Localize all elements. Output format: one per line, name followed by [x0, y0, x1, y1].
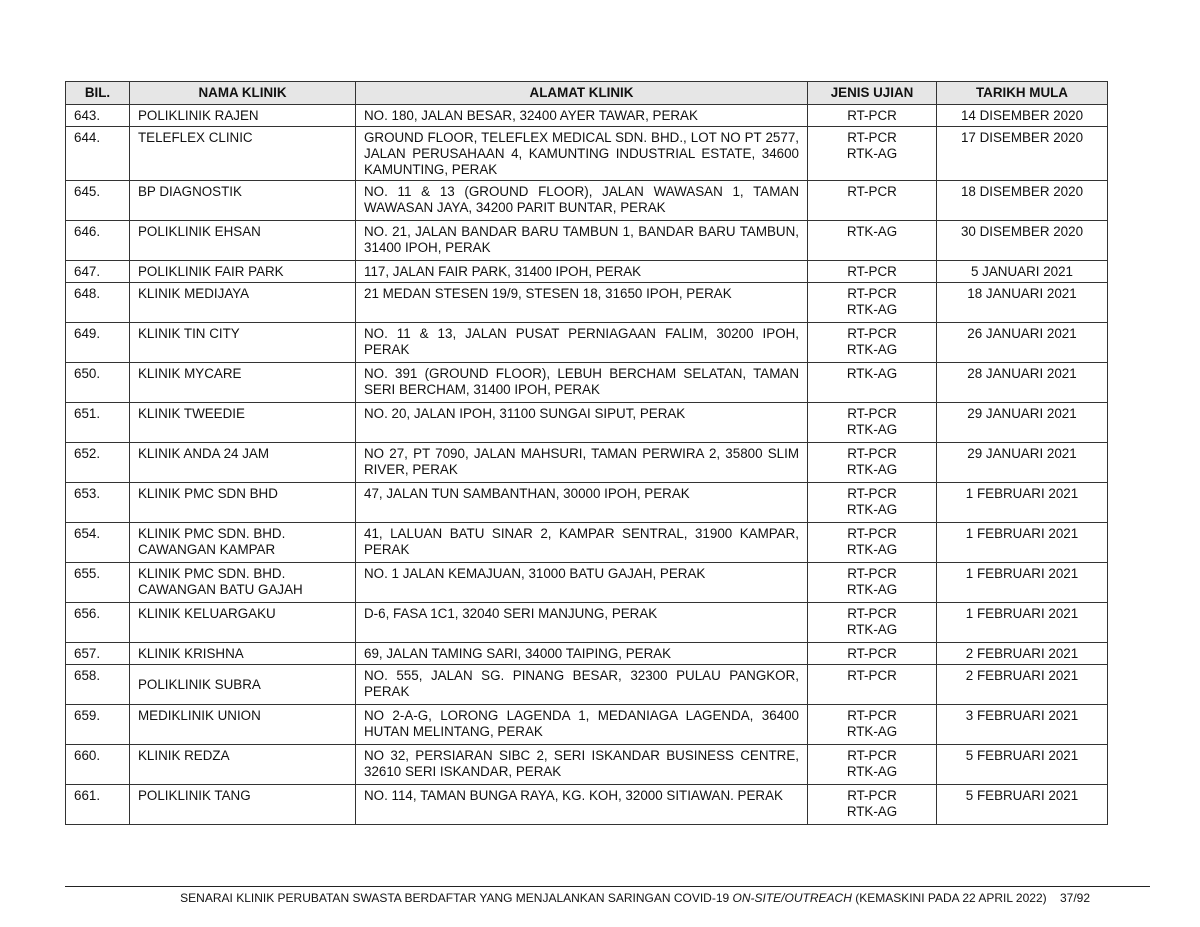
- clinic-name: KLINIK TIN CITY: [130, 323, 356, 363]
- clinic-address: 117, JALAN FAIR PARK, 31400 IPOH, PERAK: [356, 261, 808, 283]
- test-type: RT-PCR: [847, 486, 897, 501]
- test-type: RT-PCR: [847, 406, 897, 421]
- header-jenis-ujian: JENIS UJIAN: [808, 82, 937, 105]
- clinic-name: KLINIK PMC SDN. BHD. CAWANGAN BATU GAJAH: [130, 563, 356, 603]
- clinic-address: NO 32, PERSIARAN SIBC 2, SERI ISKANDAR BUSINESS CENTRE, 32610 SERI ISKANDAR, PERAK: [356, 745, 808, 785]
- test-type: RT-PCR: [847, 646, 897, 661]
- test-types: [808, 403, 937, 443]
- start-date: 5 FEBRUARI 2021: [937, 745, 1108, 785]
- clinic-name: KLINIK MYCARE: [130, 363, 356, 403]
- footer-divider: [65, 886, 1150, 887]
- test-type: RT-PCR: [847, 446, 897, 461]
- test-type: RT-PCR: [847, 184, 897, 199]
- test-types: [808, 221, 937, 261]
- clinic-name: KLINIK PMC SDN BHD: [130, 483, 356, 523]
- clinic-name: KLINIK REDZA: [130, 745, 356, 785]
- clinic-address: GROUND FLOOR, TELEFLEX MEDICAL SDN. BHD., LOT NO PT 2577, JALAN PERUSAHAAN 4, KAMUNTING INDUSTRIAL ESTATE, 34600 KAMUNTING, PERAK: [356, 127, 808, 181]
- start-date: 5 JANUARI 2021: [937, 261, 1108, 283]
- row-number: 660.: [66, 745, 130, 785]
- clinic-address: NO. 21, JALAN BANDAR BARU TAMBUN 1, BANDAR BARU TAMBUN, 31400 IPOH, PERAK: [356, 221, 808, 261]
- test-type: RT-PCR: [847, 108, 897, 123]
- test-type: RT-PCR: [847, 264, 897, 279]
- clinic-address: NO. 11 & 13, JALAN PUSAT PERNIAGAAN FALIM, 30200 IPOH, PERAK: [356, 323, 808, 363]
- clinic-name: KLINIK ANDA 24 JAM: [130, 443, 356, 483]
- clinic-address: NO 2-A-G, LORONG LAGENDA 1, MEDANIAGA LAGENDA, 36400 HUTAN MELINTANG, PERAK: [356, 705, 808, 745]
- row-number: 647.: [66, 261, 130, 283]
- row-number: 644.: [66, 127, 130, 181]
- start-date: 29 JANUARI 2021: [937, 403, 1108, 443]
- clinic-address: NO. 114, TAMAN BUNGA RAYA, KG. KOH, 32000 SITIAWAN. PERAK: [356, 785, 808, 825]
- test-types: [808, 323, 937, 363]
- clinic-address: NO 27, PT 7090, JALAN MAHSURI, TAMAN PERWIRA 2, 35800 SLIM RIVER, PERAK: [356, 443, 808, 483]
- row-number: 650.: [66, 363, 130, 403]
- header-bil: BIL.: [66, 82, 130, 105]
- row-number: 657.: [66, 643, 130, 665]
- test-types: [808, 283, 937, 323]
- test-type: RT-PCR: [847, 326, 897, 341]
- clinic-name: MEDIKLINIK UNION: [130, 705, 356, 745]
- table-body: [66, 105, 1108, 825]
- start-date: 2 FEBRUARI 2021: [937, 665, 1108, 705]
- start-date: 1 FEBRUARI 2021: [937, 563, 1108, 603]
- table-row: [66, 105, 1108, 127]
- test-types: [808, 127, 937, 181]
- header-nama-klinik: NAMA KLINIK: [130, 82, 356, 105]
- clinic-address: NO. 555, JALAN SG. PINANG BESAR, 32300 PULAU PANGKOR, PERAK: [356, 665, 808, 705]
- test-type: RT-PCR: [847, 606, 897, 621]
- header-alamat-klinik: ALAMAT KLINIK: [356, 82, 808, 105]
- clinic-address: 41, LALUAN BATU SINAR 2, KAMPAR SENTRAL, 31900 KAMPAR, PERAK: [356, 523, 808, 563]
- table-header-row: [66, 82, 1108, 105]
- clinic-address: NO. 11 & 13 (GROUND FLOOR), JALAN WAWASAN 1, TAMAN WAWASAN JAYA, 34200 PARIT BUNTAR, PERAK: [356, 181, 808, 221]
- row-number: 653.: [66, 483, 130, 523]
- row-number: 652.: [66, 443, 130, 483]
- test-types: [808, 105, 937, 127]
- table-row: [66, 221, 1108, 261]
- test-types: [808, 665, 937, 705]
- start-date: 18 DISEMBER 2020: [937, 181, 1108, 221]
- clinic-name: KLINIK KELUARGAKU: [130, 603, 356, 643]
- test-type: RTK-AG: [846, 804, 898, 819]
- test-type: RT-PCR: [847, 748, 897, 763]
- start-date: 28 JANUARI 2021: [937, 363, 1108, 403]
- clinic-name: POLIKLINIK EHSAN: [130, 221, 356, 261]
- clinic-address: 69, JALAN TAMING SARI, 34000 TAIPING, PERAK: [356, 643, 808, 665]
- clinic-name: KLINIK KRISHNA: [130, 643, 356, 665]
- footer-title: SENARAI KLINIK PERUBATAN SWASTA BERDAFTAR YANG MENJALANKAN SARINGAN COVID-19 ON-SITE/OUTREACH (KEMASKINI PADA 22 APRIL 2022): [180, 891, 1047, 905]
- test-type: RT-PCR: [847, 526, 897, 541]
- test-types: [808, 363, 937, 403]
- start-date: 3 FEBRUARI 2021: [937, 705, 1108, 745]
- test-type: RTK-AG: [846, 302, 898, 317]
- test-types: [808, 785, 937, 825]
- table-row: [66, 523, 1108, 563]
- test-type: RT-PCR: [847, 708, 897, 723]
- start-date: 17 DISEMBER 2020: [937, 127, 1108, 181]
- row-number: 658.: [66, 665, 130, 705]
- table-row: [66, 745, 1108, 785]
- row-number: 643.: [66, 105, 130, 127]
- page-footer: [65, 891, 1090, 905]
- test-types: [808, 705, 937, 745]
- test-type: RTK-AG: [846, 422, 898, 437]
- clinic-address: NO. 1 JALAN KEMAJUAN, 31000 BATU GAJAH, PERAK: [356, 563, 808, 603]
- test-types: [808, 443, 937, 483]
- test-type: RTK-AG: [846, 622, 898, 637]
- clinic-address: 47, JALAN TUN SAMBANTHAN, 30000 IPOH, PERAK: [356, 483, 808, 523]
- clinic-name: BP DIAGNOSTIK: [130, 181, 356, 221]
- start-date: 30 DISEMBER 2020: [937, 221, 1108, 261]
- table-row: [66, 403, 1108, 443]
- test-type: RT-PCR: [847, 130, 897, 145]
- row-number: 656.: [66, 603, 130, 643]
- start-date: 5 FEBRUARI 2021: [937, 785, 1108, 825]
- table-row: [66, 283, 1108, 323]
- start-date: 1 FEBRUARI 2021: [937, 523, 1108, 563]
- test-type: RTK-AG: [846, 224, 898, 239]
- row-number: 645.: [66, 181, 130, 221]
- test-types: [808, 523, 937, 563]
- test-type: RT-PCR: [847, 286, 897, 301]
- row-number: 654.: [66, 523, 130, 563]
- row-number: 661.: [66, 785, 130, 825]
- clinic-name: POLIKLINIK RAJEN: [130, 105, 356, 127]
- start-date: 29 JANUARI 2021: [937, 443, 1108, 483]
- table-row: [66, 705, 1108, 745]
- test-type: RTK-AG: [846, 542, 898, 557]
- test-types: [808, 181, 937, 221]
- table-row: [66, 563, 1108, 603]
- row-number: 655.: [66, 563, 130, 603]
- table-row: [66, 261, 1108, 283]
- test-types: [808, 261, 937, 283]
- page-number: 37/92: [1059, 891, 1090, 905]
- start-date: 26 JANUARI 2021: [937, 323, 1108, 363]
- table-row: [66, 785, 1108, 825]
- clinic-name: KLINIK TWEEDIE: [130, 403, 356, 443]
- test-type: RTK-AG: [846, 462, 898, 477]
- clinic-name: POLIKLINIK FAIR PARK: [130, 261, 356, 283]
- table-row: [66, 665, 1108, 705]
- test-types: [808, 483, 937, 523]
- clinic-address: NO. 180, JALAN BESAR, 32400 AYER TAWAR, PERAK: [356, 105, 808, 127]
- test-type: RT-PCR: [847, 668, 897, 683]
- test-types: [808, 745, 937, 785]
- start-date: 14 DISEMBER 2020: [937, 105, 1108, 127]
- clinic-name: TELEFLEX CLINIC: [130, 127, 356, 181]
- table-row: [66, 181, 1108, 221]
- table-row: [66, 127, 1108, 181]
- table-row: [66, 643, 1108, 665]
- test-type: RTK-AG: [846, 146, 898, 161]
- row-number: 648.: [66, 283, 130, 323]
- table-row: [66, 603, 1108, 643]
- test-type: RTK-AG: [846, 366, 898, 381]
- clinic-name: KLINIK MEDIJAYA: [130, 283, 356, 323]
- row-number: 646.: [66, 221, 130, 261]
- clinic-address: 21 MEDAN STESEN 19/9, STESEN 18, 31650 IPOH, PERAK: [356, 283, 808, 323]
- start-date: 1 FEBRUARI 2021: [937, 483, 1108, 523]
- row-number: 659.: [66, 705, 130, 745]
- header-tarikh-mula: TARIKH MULA: [937, 82, 1108, 105]
- clinic-name: POLIKLINIK SUBRA: [130, 665, 356, 705]
- footer-title-italic: ON-SITE/OUTREACH: [732, 891, 852, 905]
- table-row: [66, 323, 1108, 363]
- test-type: RTK-AG: [846, 582, 898, 597]
- table-row: [66, 483, 1108, 523]
- test-types: [808, 563, 937, 603]
- table-row: [66, 363, 1108, 403]
- clinic-address: NO. 391 (GROUND FLOOR), LEBUH BERCHAM SELATAN, TAMAN SERI BERCHAM, 31400 IPOH, PERAK: [356, 363, 808, 403]
- test-type: RTK-AG: [846, 502, 898, 517]
- clinic-address: D-6, FASA 1C1, 32040 SERI MANJUNG, PERAK: [356, 603, 808, 643]
- clinic-table: [65, 81, 1108, 825]
- test-types: [808, 603, 937, 643]
- test-type: RTK-AG: [846, 724, 898, 739]
- start-date: 1 FEBRUARI 2021: [937, 603, 1108, 643]
- test-types: [808, 643, 937, 665]
- clinic-address: NO. 20, JALAN IPOH, 31100 SUNGAI SIPUT, PERAK: [356, 403, 808, 443]
- start-date: 2 FEBRUARI 2021: [937, 643, 1108, 665]
- row-number: 649.: [66, 323, 130, 363]
- clinic-name: KLINIK PMC SDN. BHD. CAWANGAN KAMPAR: [130, 523, 356, 563]
- table-row: [66, 443, 1108, 483]
- row-number: 651.: [66, 403, 130, 443]
- clinic-name: POLIKLINIK TANG: [130, 785, 356, 825]
- test-type: RT-PCR: [847, 788, 897, 803]
- test-type: RT-PCR: [847, 566, 897, 581]
- test-type: RTK-AG: [846, 342, 898, 357]
- test-type: RTK-AG: [846, 764, 898, 779]
- start-date: 18 JANUARI 2021: [937, 283, 1108, 323]
